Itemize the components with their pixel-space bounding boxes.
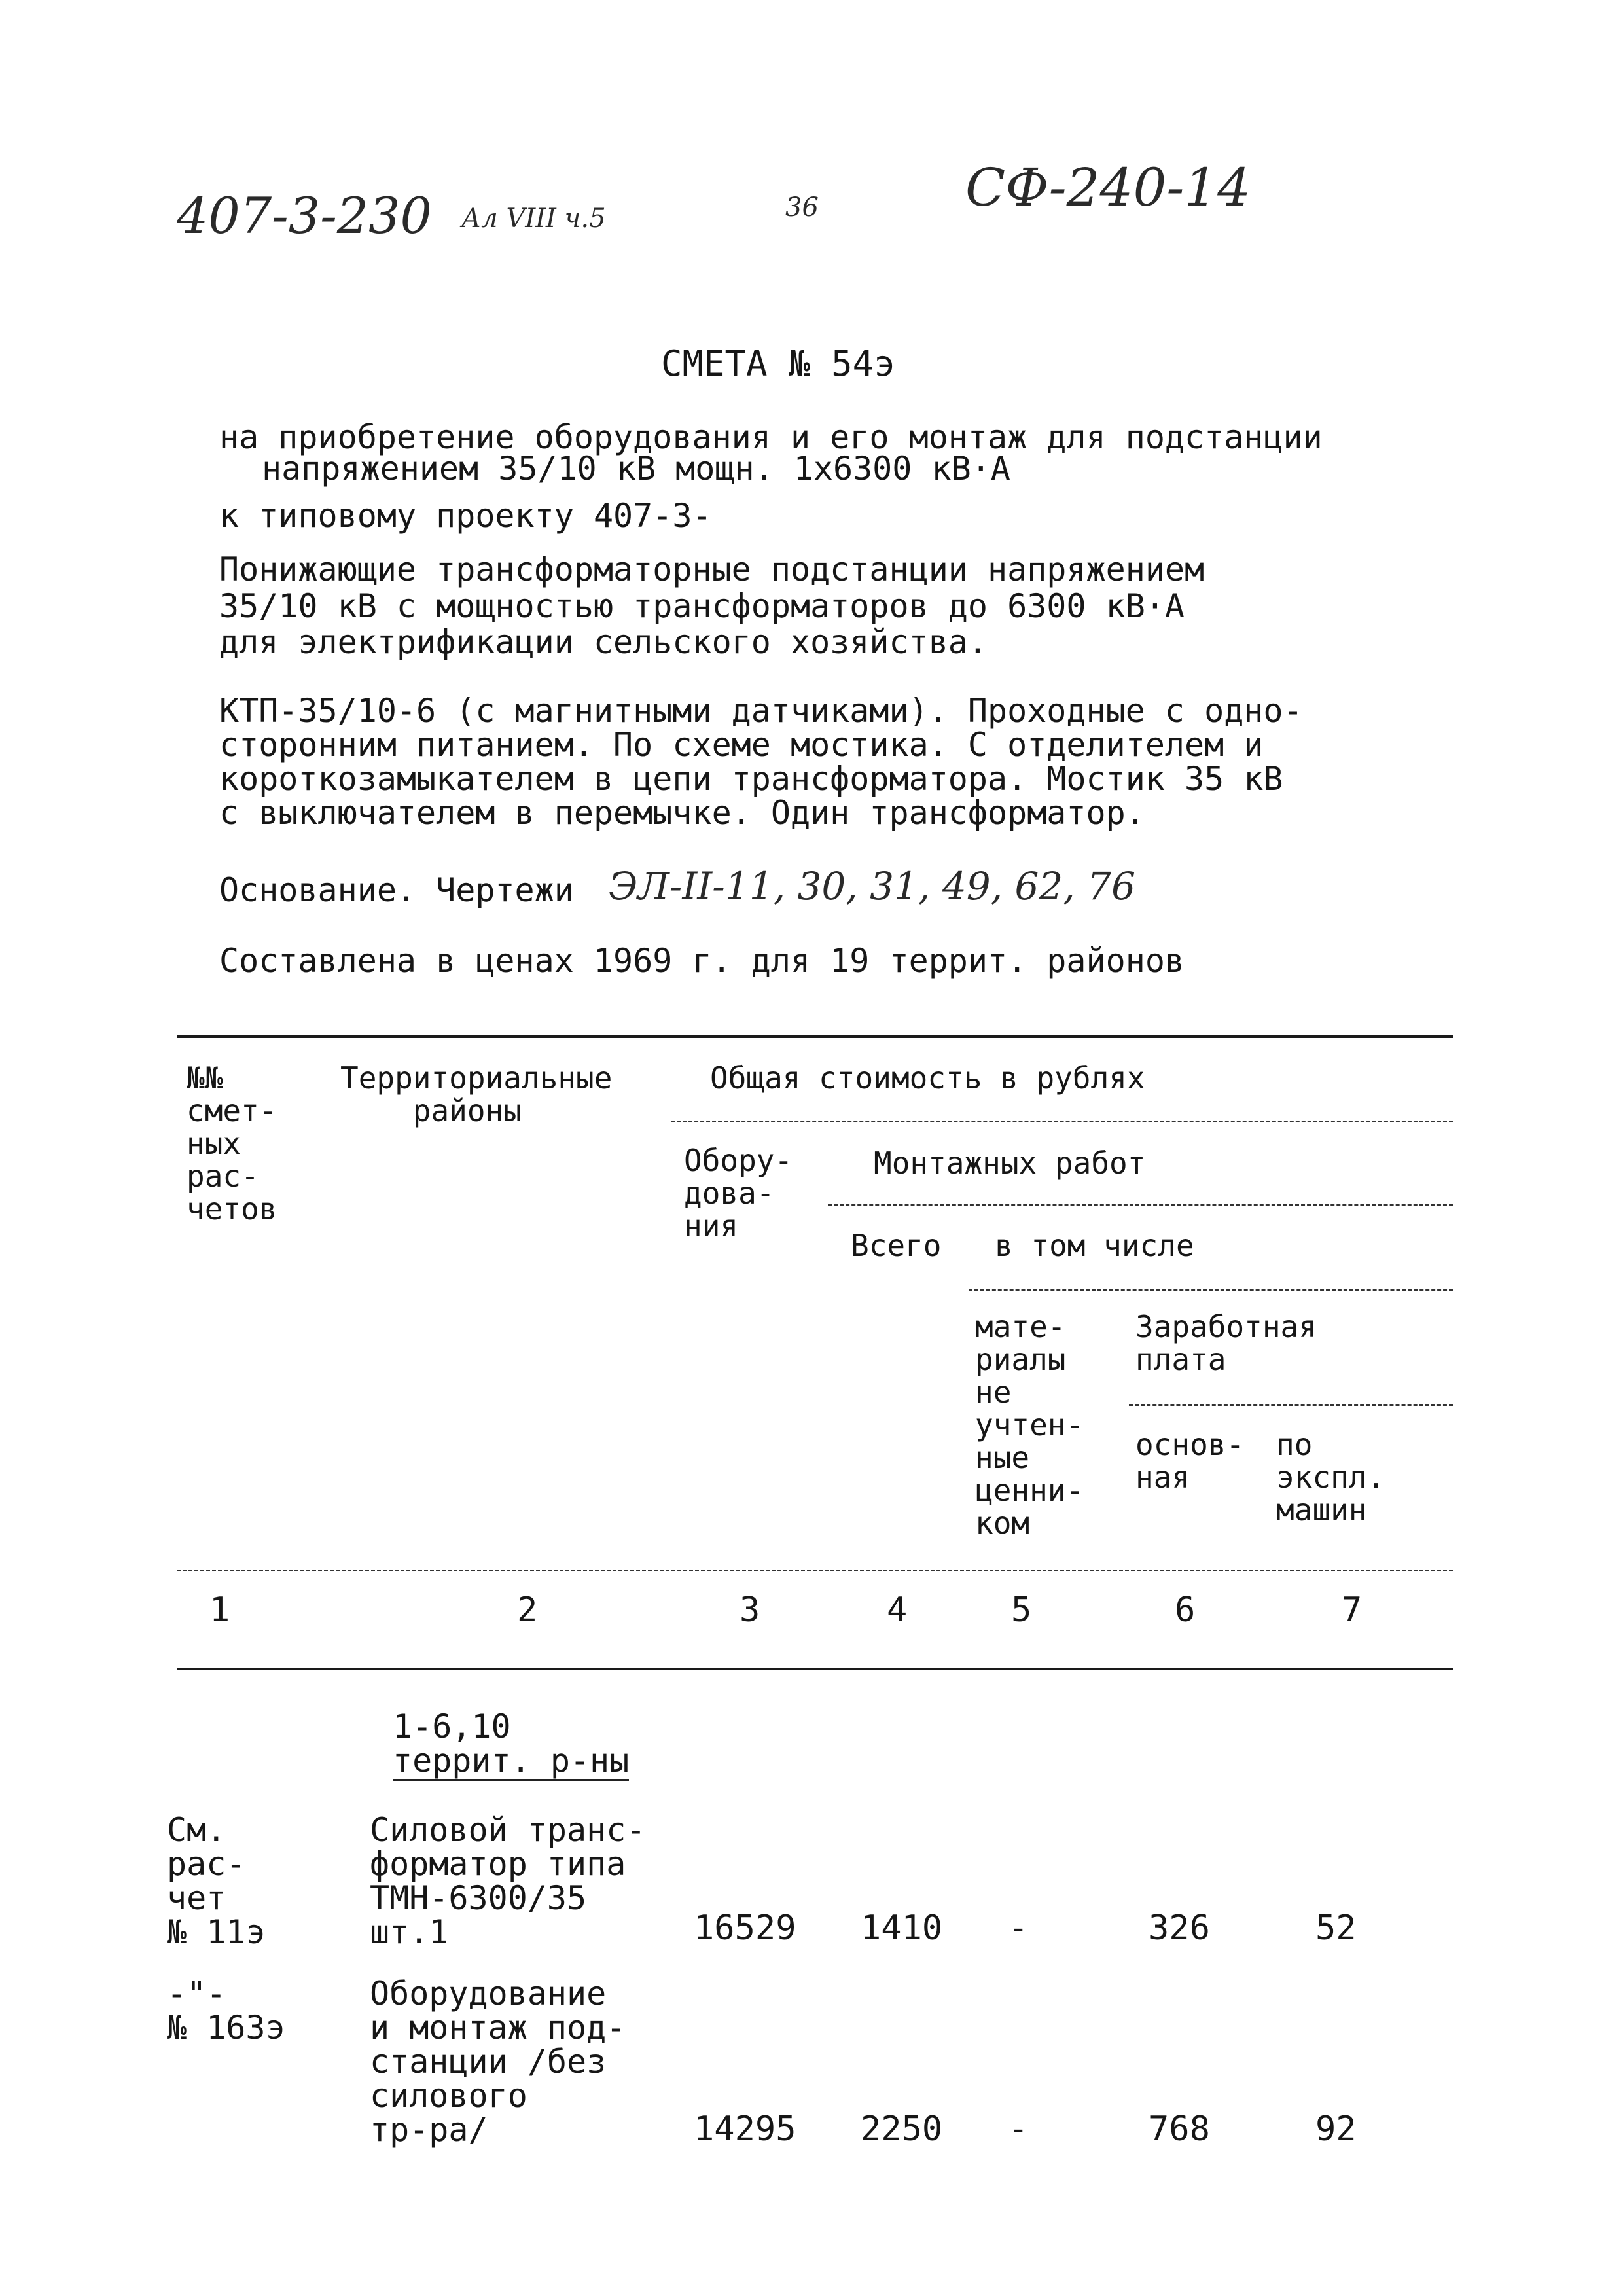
column-number-1: 1 (209, 1590, 230, 1630)
row-1-item-name: Силовой транс- форматор типа ТМН-6300/35 шт.1 (370, 1811, 646, 1951)
column-number-6: 6 (1175, 1590, 1196, 1630)
row-2-materials: - (1008, 2109, 1029, 2149)
col-header-wage-machines: по экспл. машин (1276, 1427, 1385, 1528)
section-regions-label: террит. р-ны (393, 1742, 630, 1780)
row-2-item-name: Оборудование и монтаж под- станции /без силового тр-ра/ (370, 1975, 626, 2149)
description-line-3: для электрификации сельского хозяйства. (219, 623, 988, 661)
col-header-wage-basic: основ- ная (1135, 1427, 1245, 1495)
section-regions-range: 1-6,10 (393, 1708, 511, 1746)
col-header-equipment: Обору- дова- ния (684, 1143, 793, 1244)
col-header-territorial-regions: Территориальные районы (340, 1060, 613, 1128)
row-2-equipment-cost: 14295 (694, 2109, 796, 2149)
group-header-wages: Заработная плата (1135, 1309, 1317, 1377)
document-code-handwritten: СФ-240-14 (965, 157, 1251, 218)
basis-drawings-handwritten: ЭЛ-II-11, 30, 31, 49, 62, 76 (609, 864, 1135, 908)
document-title: СМЕТА № 54э (661, 343, 895, 384)
header-bottom-rule (177, 1570, 1453, 1571)
row-1-equipment-cost: 16529 (694, 1909, 796, 1948)
row-1-materials: - (1008, 1909, 1029, 1948)
row-1-wage-machines: 52 (1315, 1909, 1357, 1948)
group-header-total-cost: Общая стоимость в рублях (710, 1060, 1145, 1096)
included-header-rule (969, 1289, 1453, 1291)
ktp-line-4: с выключателем в перемычке. Один трансформатор. (219, 794, 1145, 832)
album-suffix-handwritten: Ал VIII ч.5 (461, 204, 606, 234)
ktp-line-2: сторонним питанием. По схеме мостика. С отделителем и (219, 726, 1264, 764)
table-top-rule (177, 1035, 1453, 1038)
column-number-5: 5 (1011, 1590, 1032, 1630)
page-number: 36 (785, 192, 819, 223)
row-1-wage-basic: 326 (1149, 1909, 1210, 1948)
ktp-line-1: КТП-35/10-6 (с магнитными датчиками). Проходные с одно- (219, 692, 1303, 730)
mounting-header-rule (828, 1204, 1453, 1206)
group-header-including: в том числе (995, 1228, 1194, 1263)
column-number-7: 7 (1342, 1590, 1363, 1630)
project-reference: к типовому проекту 407-3- (219, 497, 712, 535)
column-number-4: 4 (887, 1590, 908, 1630)
wage-header-rule (1129, 1404, 1453, 1406)
col-header-total: Всего (851, 1228, 942, 1263)
subtitle-line-2: напряжением 35/10 кВ мощн. 1х6300 кВ·А (262, 450, 1010, 488)
col-header-estimate-numbers: №№ смет- ных рас- четов (187, 1060, 277, 1227)
column-number-3: 3 (740, 1590, 760, 1630)
col-header-materials: мате- риалы не учтен- ные ценни- ком (975, 1309, 1084, 1541)
ktp-line-3: короткозамыкателем в цепи трансформатора. Мостик 35 кВ (219, 760, 1283, 798)
basis-label: Основание. Чертежи (219, 871, 574, 909)
row-1-estimate-ref: См. рас- чет № 11э (167, 1811, 266, 1951)
subtitle-line-1: на приобретение оборудования и его монтаж для подстанции (219, 418, 1323, 456)
description-line-1: Понижающие трансформаторные подстанции напряжением (219, 550, 1205, 588)
project-number-handwritten: 407-3-230 (177, 187, 432, 245)
row-2-estimate-ref: -"- № 163э (167, 1975, 285, 2047)
column-numbers-rule (177, 1668, 1453, 1670)
group-header-mounting-works: Монтажных работ (874, 1145, 1146, 1181)
group-header-rule (671, 1121, 1453, 1122)
price-basis: Составлена в ценах 1969 г. для 19 террит. районов (219, 942, 1185, 980)
column-number-2: 2 (517, 1590, 538, 1630)
row-1-mounting-total: 1410 (861, 1909, 943, 1948)
row-2-mounting-total: 2250 (861, 2109, 943, 2149)
row-2-wage-machines: 92 (1315, 2109, 1357, 2149)
description-line-2: 35/10 кВ с мощностью трансформаторов до 6300 кВ·А (219, 587, 1185, 625)
row-2-wage-basic: 768 (1149, 2109, 1210, 2149)
